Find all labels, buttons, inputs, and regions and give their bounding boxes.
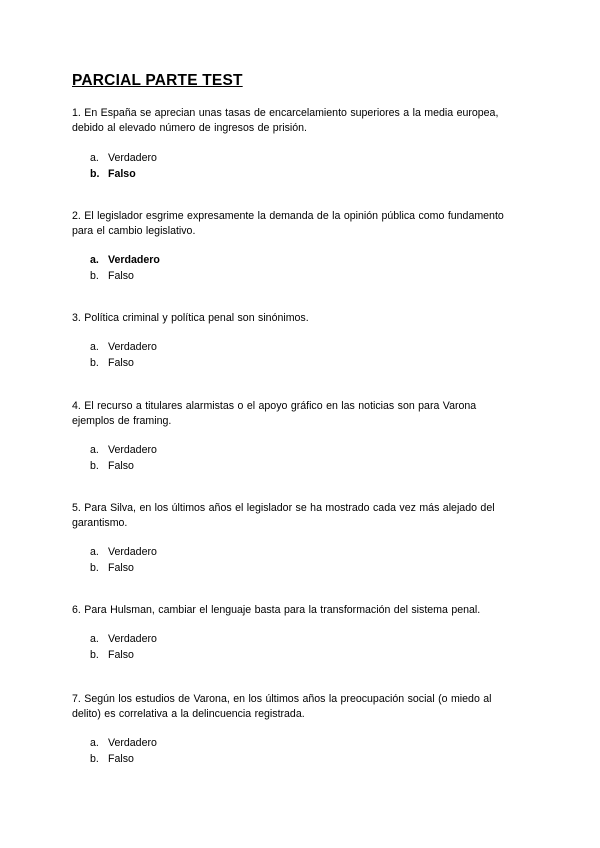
answer-options [90,253,160,284]
option-b[interactable] [90,648,157,664]
question-7 [72,692,522,765]
option-label: Verdadero [108,444,157,456]
option-letter: b. [90,356,99,369]
option-label: Falso [108,561,134,574]
answer-options [90,632,157,663]
answer-options [90,545,157,576]
answer-options [90,151,157,182]
question-1 [72,106,522,180]
option-letter: b. [90,561,99,574]
option-b[interactable] [90,752,157,768]
option-b-selected[interactable] [90,167,157,183]
question-2 [72,209,522,282]
option-a[interactable] [90,443,157,459]
option-a[interactable] [90,151,157,167]
question-3 [72,311,522,369]
option-letter: b. [90,648,99,661]
option-a-selected[interactable] [90,253,160,269]
question-text: 5. Para Silva, en los últimos años el legislador se ha mostrado cada vez más alejado del garantismo. [72,502,495,529]
question-text: 3. Política criminal y política penal son sinónimos. [72,312,309,324]
option-a[interactable] [90,545,157,561]
question-text: 2. El legislador esgrime expresamente la demanda de la opinión pública como fundamento para el cambio legislativo. [72,210,504,237]
option-letter: a. [90,444,99,456]
question-5 [72,501,522,574]
option-label: Falso [108,167,136,180]
option-label: Falso [108,648,134,661]
option-b[interactable] [90,269,160,285]
answer-options [90,340,157,371]
option-b[interactable] [90,561,157,577]
option-label: Verdadero [108,341,157,353]
option-a[interactable] [90,632,157,648]
question-6 [72,603,522,661]
option-label: Verdadero [108,254,160,266]
option-label: Verdadero [108,737,157,749]
option-label: Falso [108,269,134,282]
option-label: Verdadero [108,633,157,645]
option-a[interactable] [90,340,157,356]
option-label: Falso [108,752,134,765]
answer-options [90,443,157,474]
option-letter: b. [90,459,99,472]
option-letter: a. [90,737,99,749]
question-text: 4. El recurso a titulares alarmistas o el apoyo gráfico en las noticias son para Varona ejemplos de framing. [72,400,477,427]
option-letter: a. [90,152,99,164]
option-b[interactable] [90,459,157,475]
answer-options [90,736,157,767]
option-label: Verdadero [108,152,157,164]
question-text: 1. En España se aprecian unas tasas de encarcelamiento superiores a la media europea, debido al elevado número de ingresos de prisión. [72,107,499,134]
option-letter: b. [90,167,100,180]
option-label: Falso [108,356,134,369]
question-4 [72,399,522,472]
question-text: 6. Para Hulsman, cambiar el lenguaje basta para la transformación del sistema penal. [72,604,481,616]
option-b[interactable] [90,356,157,372]
option-label: Verdadero [108,546,157,558]
option-letter: b. [90,269,99,282]
option-letter: a. [90,254,99,266]
option-letter: a. [90,341,99,353]
question-text: 7. Según los estudios de Varona, en los últimos años la preocupación social (o miedo al delito) es correlativa a la delincuencia registrada. [72,693,492,720]
option-letter: a. [90,546,99,558]
option-letter: a. [90,633,99,645]
option-a[interactable] [90,736,157,752]
page-title: PARCIAL PARTE TEST [72,72,243,89]
option-label: Falso [108,459,134,472]
option-letter: b. [90,752,99,765]
